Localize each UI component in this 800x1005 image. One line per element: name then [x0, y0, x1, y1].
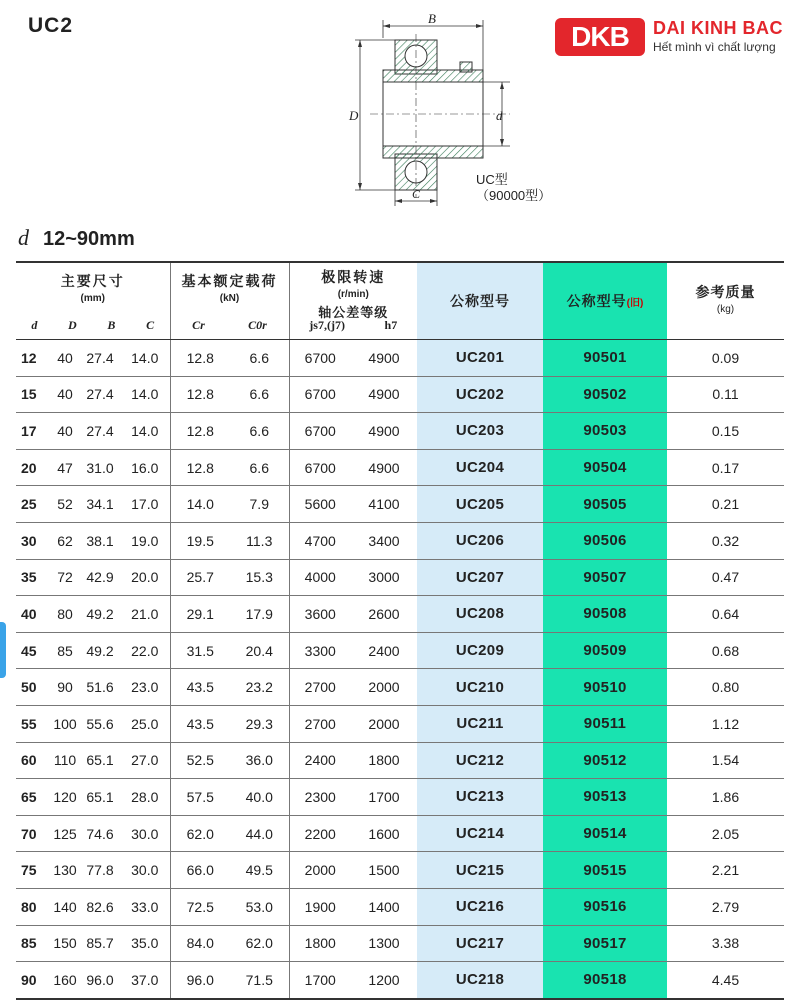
cell-s1: 6700 [289, 413, 351, 450]
diameter-range [18, 225, 135, 251]
cell-s2: 1300 [351, 925, 417, 962]
cell-c0r: 53.0 [230, 888, 289, 925]
cell-c0r: 6.6 [230, 376, 289, 413]
header-dimensions [16, 262, 170, 340]
header-load-title: 基本额定载荷 [181, 273, 278, 289]
cell-model: UC211 [417, 705, 543, 742]
cell-old: 90511 [543, 705, 667, 742]
cell-s2: 3400 [351, 522, 417, 559]
cell-b: 38.1 [80, 522, 120, 559]
range-value: 12~90mm [43, 228, 135, 250]
cell-mass: 0.17 [667, 449, 784, 486]
cell-s2: 2000 [351, 705, 417, 742]
cell-model: UC210 [417, 669, 543, 706]
cell-s1: 3600 [289, 596, 351, 633]
cell-s2: 3000 [351, 559, 417, 596]
cell-s1: 1700 [304, 971, 336, 988]
cell-c: 37.0 [120, 962, 170, 999]
cell-c0r: 62.0 [230, 925, 289, 962]
cell-old: 90515 [543, 852, 667, 889]
cell-mass: 2.21 [667, 852, 784, 889]
cell-mass: 1.12 [667, 705, 784, 742]
cell-b: 65.1 [80, 779, 120, 816]
header-sub-C: C [146, 318, 155, 332]
cell-d: 50 [16, 669, 50, 706]
cell-cr: 72.5 [170, 888, 230, 925]
cell-c0r: 6.6 [230, 413, 289, 450]
cell-c0r: 44.0 [230, 815, 289, 852]
cell-d: 55 [16, 705, 50, 742]
cell-s2: 2400 [351, 632, 417, 669]
range-symbol: d [18, 225, 29, 250]
cell-s2: 2600 [351, 596, 417, 633]
cell-c: 22.0 [120, 632, 170, 669]
cell-d: 70 [16, 815, 50, 852]
table-row [16, 413, 784, 450]
cell-d: 20 [16, 449, 50, 486]
cell-mass: 3.38 [667, 925, 784, 962]
table-row [16, 925, 784, 962]
header-speed-limit [289, 262, 417, 340]
cell-c0r: 23.2 [230, 669, 289, 706]
cell-s1: 6700 [289, 340, 351, 377]
cell-c0r: 40.0 [230, 779, 289, 816]
header-speed-title: 极限转速 [321, 269, 386, 285]
cell-old: 90517 [543, 925, 667, 962]
cell-s1: 4700 [289, 522, 351, 559]
cell-cr: 57.5 [170, 779, 230, 816]
cell-c0r: 17.9 [230, 596, 289, 633]
header-old-model [543, 262, 667, 340]
cell-cr: 12.8 [170, 413, 230, 450]
cell-c: 20.0 [120, 559, 170, 596]
cell-c0r: 49.5 [230, 852, 289, 889]
header-sub-h7: h7 [384, 318, 398, 332]
cell-old: 90510 [543, 669, 667, 706]
cell-old: 90518 [543, 962, 667, 999]
cell-d: 52 [50, 486, 80, 523]
cell-s1: 1800 [289, 925, 351, 962]
cell-d: 25 [16, 486, 50, 523]
cell-mass: 0.15 [667, 413, 784, 450]
cell-model: UC214 [417, 815, 543, 852]
cell-mass: 0.09 [667, 340, 784, 377]
table-row [16, 596, 784, 633]
cell-cr: 14.0 [170, 486, 230, 523]
diagram-caption [476, 172, 551, 204]
cell-d: 130 [50, 852, 80, 889]
cell-d: 80 [16, 888, 50, 925]
cell-cr: 12.8 [170, 376, 230, 413]
cell-b: 55.6 [80, 705, 120, 742]
cell-cr: 66.0 [170, 852, 230, 889]
cell-model: UC216 [417, 888, 543, 925]
cell-d: 125 [50, 815, 80, 852]
cell-s2: 4900 [351, 413, 417, 450]
cell-c: 19.0 [120, 522, 170, 559]
cell-b: 51.6 [80, 669, 120, 706]
cell-c: 30.0 [120, 815, 170, 852]
cell-c0r: 6.6 [230, 340, 289, 377]
cell-d: 120 [50, 779, 80, 816]
table-row [16, 559, 784, 596]
cell-d: 40 [50, 340, 80, 377]
cell-d: 15 [16, 376, 50, 413]
table-row [16, 632, 784, 669]
header-old-model-label: 公称型号 [566, 293, 627, 309]
caption-line-2: （90000型） [476, 188, 552, 203]
cell-c: 23.0 [120, 669, 170, 706]
table-row [16, 962, 784, 999]
header-dimensions-title: 主要尺寸 [60, 273, 125, 289]
cell-b: 27.4 [80, 376, 120, 413]
cell-b: 85.7 [80, 925, 120, 962]
cell-s1: 6700 [289, 449, 351, 486]
cell-c: 21.0 [120, 596, 170, 633]
cell-old: 90502 [543, 376, 667, 413]
cell-b: 42.9 [80, 559, 120, 596]
cell-d: 90 [21, 971, 37, 988]
cell-s1: 2000 [289, 852, 351, 889]
cell-b: 27.4 [80, 340, 120, 377]
cell-d: 12 [16, 340, 50, 377]
cell-old: 90512 [543, 742, 667, 779]
cell-c: 17.0 [120, 486, 170, 523]
cell-d: 110 [50, 742, 80, 779]
cell-d: 150 [50, 925, 80, 962]
cell-old: 90509 [543, 632, 667, 669]
cell-c0r: 71.5 [230, 962, 289, 999]
cell-model: UC203 [417, 413, 543, 450]
cell-d: 30 [16, 522, 50, 559]
cell-b: 27.4 [80, 413, 120, 450]
header-sub-js7: js7,(j7) [309, 318, 345, 332]
cell-mass: 0.32 [667, 522, 784, 559]
cell-c: 28.0 [120, 779, 170, 816]
cell-d: 72 [50, 559, 80, 596]
table-row [16, 705, 784, 742]
label-C: C [412, 187, 421, 201]
cell-s2: 4900 [351, 340, 417, 377]
cell-d: 60 [16, 742, 50, 779]
header-mass-title: 参考质量 [695, 284, 756, 300]
cell-mass: 2.05 [667, 815, 784, 852]
cell-d: 90 [50, 669, 80, 706]
header-load-rating [170, 262, 289, 340]
header-mass [667, 262, 784, 340]
cell-model: UC206 [417, 522, 543, 559]
cell-b: 74.6 [80, 815, 120, 852]
cell-d: 40 [50, 413, 80, 450]
cell-s2: 1200 [368, 971, 400, 988]
cell-c: 14.0 [120, 340, 170, 377]
cell-b: 49.2 [80, 596, 120, 633]
cell-s2: 1600 [351, 815, 417, 852]
cell-d: 17 [16, 413, 50, 450]
table-body [16, 340, 784, 999]
cell-c: 25.0 [120, 705, 170, 742]
cell-mass: 0.21 [667, 486, 784, 523]
cell-old: 90508 [543, 596, 667, 633]
cell-b: 77.8 [80, 852, 120, 889]
cell-d: 160 [53, 971, 77, 988]
cell-model: UC201 [417, 340, 543, 377]
cell-cr: 84.0 [170, 925, 230, 962]
cell-cr: 29.1 [170, 596, 230, 633]
cell-model: UC209 [417, 632, 543, 669]
cell-d: 100 [50, 705, 80, 742]
cell-d: 140 [50, 888, 80, 925]
cell-c: 33.0 [120, 888, 170, 925]
cell-c: 35.0 [120, 925, 170, 962]
cell-s1: 6700 [289, 376, 351, 413]
cell-mass: 0.47 [667, 559, 784, 596]
cell-s1: 2400 [289, 742, 351, 779]
cell-mass: 0.80 [667, 669, 784, 706]
cell-cr: 19.5 [170, 522, 230, 559]
cell-model: UC207 [417, 559, 543, 596]
page-title: UC2 [28, 14, 74, 37]
cell-b: 34.1 [80, 486, 120, 523]
label-D: D [349, 108, 359, 123]
cell-c0r: 29.3 [230, 705, 289, 742]
header-tolerance-title: 轴公差等级 [318, 305, 389, 320]
label-B: B [428, 11, 436, 26]
cell-cr: 12.8 [170, 449, 230, 486]
cell-s2: 1700 [351, 779, 417, 816]
cell-c0r: 20.4 [230, 632, 289, 669]
header-sub-Cr: Cr [192, 318, 205, 332]
cell-s2: 1800 [351, 742, 417, 779]
cell-c0r: 15.3 [230, 559, 289, 596]
cell-cr: 12.8 [170, 340, 230, 377]
cell-model: UC213 [417, 779, 543, 816]
table-row [16, 888, 784, 925]
cell-s1: 5600 [289, 486, 351, 523]
cell-c: 30.0 [120, 852, 170, 889]
table-row [16, 852, 784, 889]
cell-s2: 4100 [351, 486, 417, 523]
cell-cr: 96.0 [186, 971, 214, 988]
caption-line-1: UC型 [476, 172, 508, 187]
header-model-label: 公称型号 [450, 293, 510, 309]
cell-s1: 2300 [289, 779, 351, 816]
cell-d: 40 [16, 596, 50, 633]
cell-mass: 0.64 [667, 596, 784, 633]
table-row [16, 340, 784, 377]
table-row [16, 376, 784, 413]
cell-d: 47 [50, 449, 80, 486]
cell-c: 14.0 [120, 376, 170, 413]
cell-old: 90506 [543, 522, 667, 559]
cell-mass: 0.11 [667, 376, 784, 413]
table-row [16, 779, 784, 816]
cell-mass: 0.68 [667, 632, 784, 669]
cell-d: 40 [50, 376, 80, 413]
cell-mass: 4.45 [711, 971, 740, 988]
cell-model: UC217 [417, 925, 543, 962]
cell-b: 82.6 [80, 888, 120, 925]
header-sub-B: B [107, 318, 116, 332]
cell-d: 85 [50, 632, 80, 669]
cell-old: 90505 [543, 486, 667, 523]
cell-cr: 43.5 [170, 669, 230, 706]
cell-c0r: 11.3 [230, 522, 289, 559]
header-sub-C0r: C0r [248, 318, 267, 332]
header-model [417, 262, 543, 340]
cell-b: 31.0 [80, 449, 120, 486]
cell-old: 90513 [543, 779, 667, 816]
cell-old: 90504 [543, 449, 667, 486]
cell-cr: 52.5 [170, 742, 230, 779]
cell-c0r: 36.0 [230, 742, 289, 779]
cell-mass: 1.54 [667, 742, 784, 779]
cell-d: 62 [50, 522, 80, 559]
table-row [16, 449, 784, 486]
table-row [16, 669, 784, 706]
cell-d: 75 [16, 852, 50, 889]
cell-model: UC205 [417, 486, 543, 523]
cell-old: 90503 [543, 413, 667, 450]
cell-c: 14.0 [120, 413, 170, 450]
header-sub-d: d [31, 318, 38, 332]
cell-model: UC202 [417, 376, 543, 413]
cell-d: 80 [50, 596, 80, 633]
cell-old: 90514 [543, 815, 667, 852]
header-dimensions-unit: (mm) [80, 293, 105, 304]
bearing-spec-table [16, 261, 784, 1000]
table-row [16, 742, 784, 779]
cell-s1: 3300 [289, 632, 351, 669]
cell-old: 90501 [543, 340, 667, 377]
header-load-unit: (kN) [219, 293, 240, 304]
side-scroll-tab[interactable] [0, 622, 6, 678]
cell-c: 16.0 [120, 449, 170, 486]
cell-c0r: 6.6 [230, 449, 289, 486]
cell-s1: 2700 [289, 669, 351, 706]
logo-mark: DKB [555, 18, 645, 56]
cell-s1: 2700 [289, 705, 351, 742]
cell-s2: 4900 [351, 376, 417, 413]
cell-mass: 1.86 [667, 779, 784, 816]
cell-cr: 31.5 [170, 632, 230, 669]
cell-s2: 1500 [351, 852, 417, 889]
cell-d: 45 [16, 632, 50, 669]
cell-old: 90516 [543, 888, 667, 925]
table-row [16, 486, 784, 523]
cell-c: 27.0 [120, 742, 170, 779]
cell-s1: 1900 [289, 888, 351, 925]
header-speed-unit: (r/min) [337, 289, 369, 300]
cell-cr: 62.0 [170, 815, 230, 852]
cell-model: UC218 [417, 962, 543, 999]
cell-old: 90507 [543, 559, 667, 596]
cell-model: UC208 [417, 596, 543, 633]
cell-s1: 4000 [289, 559, 351, 596]
cell-model: UC204 [417, 449, 543, 486]
cell-s2: 1400 [351, 888, 417, 925]
cell-model: UC215 [417, 852, 543, 889]
cell-b: 96.0 [86, 971, 114, 988]
label-d: d [496, 108, 503, 123]
header-sub-D: D [68, 318, 77, 332]
cell-model: UC212 [417, 742, 543, 779]
cell-s2: 2000 [351, 669, 417, 706]
header-old-model-suffix: (旧) [626, 298, 644, 309]
cell-s1: 2200 [289, 815, 351, 852]
cell-b: 49.2 [80, 632, 120, 669]
header-mass-unit: (kg) [716, 304, 735, 315]
cell-b: 65.1 [80, 742, 120, 779]
cell-d: 35 [16, 559, 50, 596]
table-row [16, 522, 784, 559]
cell-mass: 2.79 [667, 888, 784, 925]
table-row [16, 815, 784, 852]
cell-c0r: 7.9 [230, 486, 289, 523]
cell-cr: 43.5 [170, 705, 230, 742]
cell-s2: 4900 [351, 449, 417, 486]
logo-slogan: Hết mình vì chất lượng [653, 40, 776, 54]
cell-cr: 25.7 [170, 559, 230, 596]
logo-company-name: DAI KINH BAC [653, 18, 783, 38]
cell-d: 85 [16, 925, 50, 962]
cell-d: 65 [16, 779, 50, 816]
